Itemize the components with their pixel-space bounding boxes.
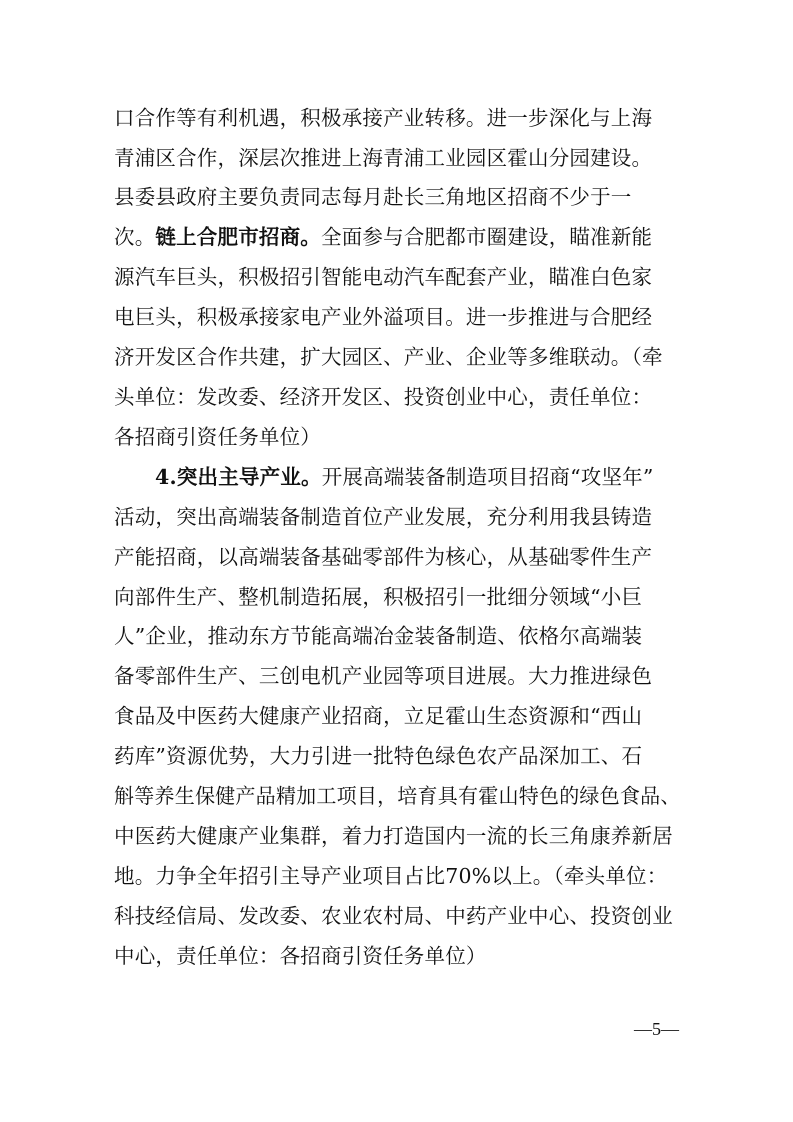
bold-heading: 链上合肥市招商。 <box>155 225 322 249</box>
text-span: 全面参与合肥都市圈建设，瞄准新能 <box>321 225 653 249</box>
text-line: 中心，责任单位：各招商引资任务单位） <box>114 944 487 968</box>
text-line: 人”企业，推动东方节能高端冶金装备制造、依格尔高端装 <box>114 624 643 648</box>
text-line: 斛等养生保健产品精加工项目，培育具有霍山特色的绿色食品、 <box>114 784 681 808</box>
text-line: 头单位：发改委、经济开发区、投资创业中心，责任单位： <box>114 385 653 409</box>
text-line: 食品及中医药大健康产业招商，立足霍山生态资源和“西山 <box>114 704 643 728</box>
text-line: 地。力争全年招引主导产业项目占比70%以上。（牵头单位： <box>114 864 668 888</box>
text-line: 科技经信局、发改委、农业农村局、中药产业中心、投资创业 <box>114 904 673 928</box>
section-heading: 4.突出主导产业。 <box>155 465 322 489</box>
text-line: 各招商引资任务单位） <box>114 425 321 449</box>
text-line: 源汽车巨头，积极招引智能电动汽车配套产业，瞄准白色家 <box>114 265 653 289</box>
text-line: 县委县政府主要负责同志每月赴长三角地区招商不少于一 <box>114 185 632 209</box>
text-line: 济开发区合作共建，扩大园区、产业、企业等多维联动。（牵 <box>114 345 663 369</box>
text-line <box>155 463 654 491</box>
text-line: 中医药大健康产业集群，着力打造国内一流的长三角康养新居 <box>114 824 673 848</box>
page-number: —5— <box>634 1019 679 1039</box>
text-line: 青浦区合作，深层次推进上海青浦工业园区霍山分园建设。 <box>114 146 653 170</box>
text-line: 口合作等有利机遇，积极承接产业转移。进一步深化与上海 <box>114 106 653 130</box>
text-line <box>114 223 652 251</box>
text-line: 向部件生产、整机制造拓展，积极招引一批细分领域“小巨 <box>114 585 643 609</box>
text-span: 次。 <box>114 225 156 249</box>
text-line: 活动，突出高端装备制造首位产业发展，充分利用我县铸造 <box>114 505 653 529</box>
text-line: 药库”资源优势，大力引进一批特色绿色农产品深加工、石 <box>114 744 643 768</box>
text-line: 备零部件生产、三创电机产业园等项目进展。大力推进绿色 <box>114 664 653 688</box>
text-line: 产能招商，以高端装备基础零部件为核心，从基础零件生产 <box>114 545 653 569</box>
text-span: 开展高端装备制造项目招商“攻坚年” <box>321 465 654 489</box>
text-line: 电巨头，积极承接家电产业外溢项目。进一步推进与合肥经 <box>114 305 653 329</box>
